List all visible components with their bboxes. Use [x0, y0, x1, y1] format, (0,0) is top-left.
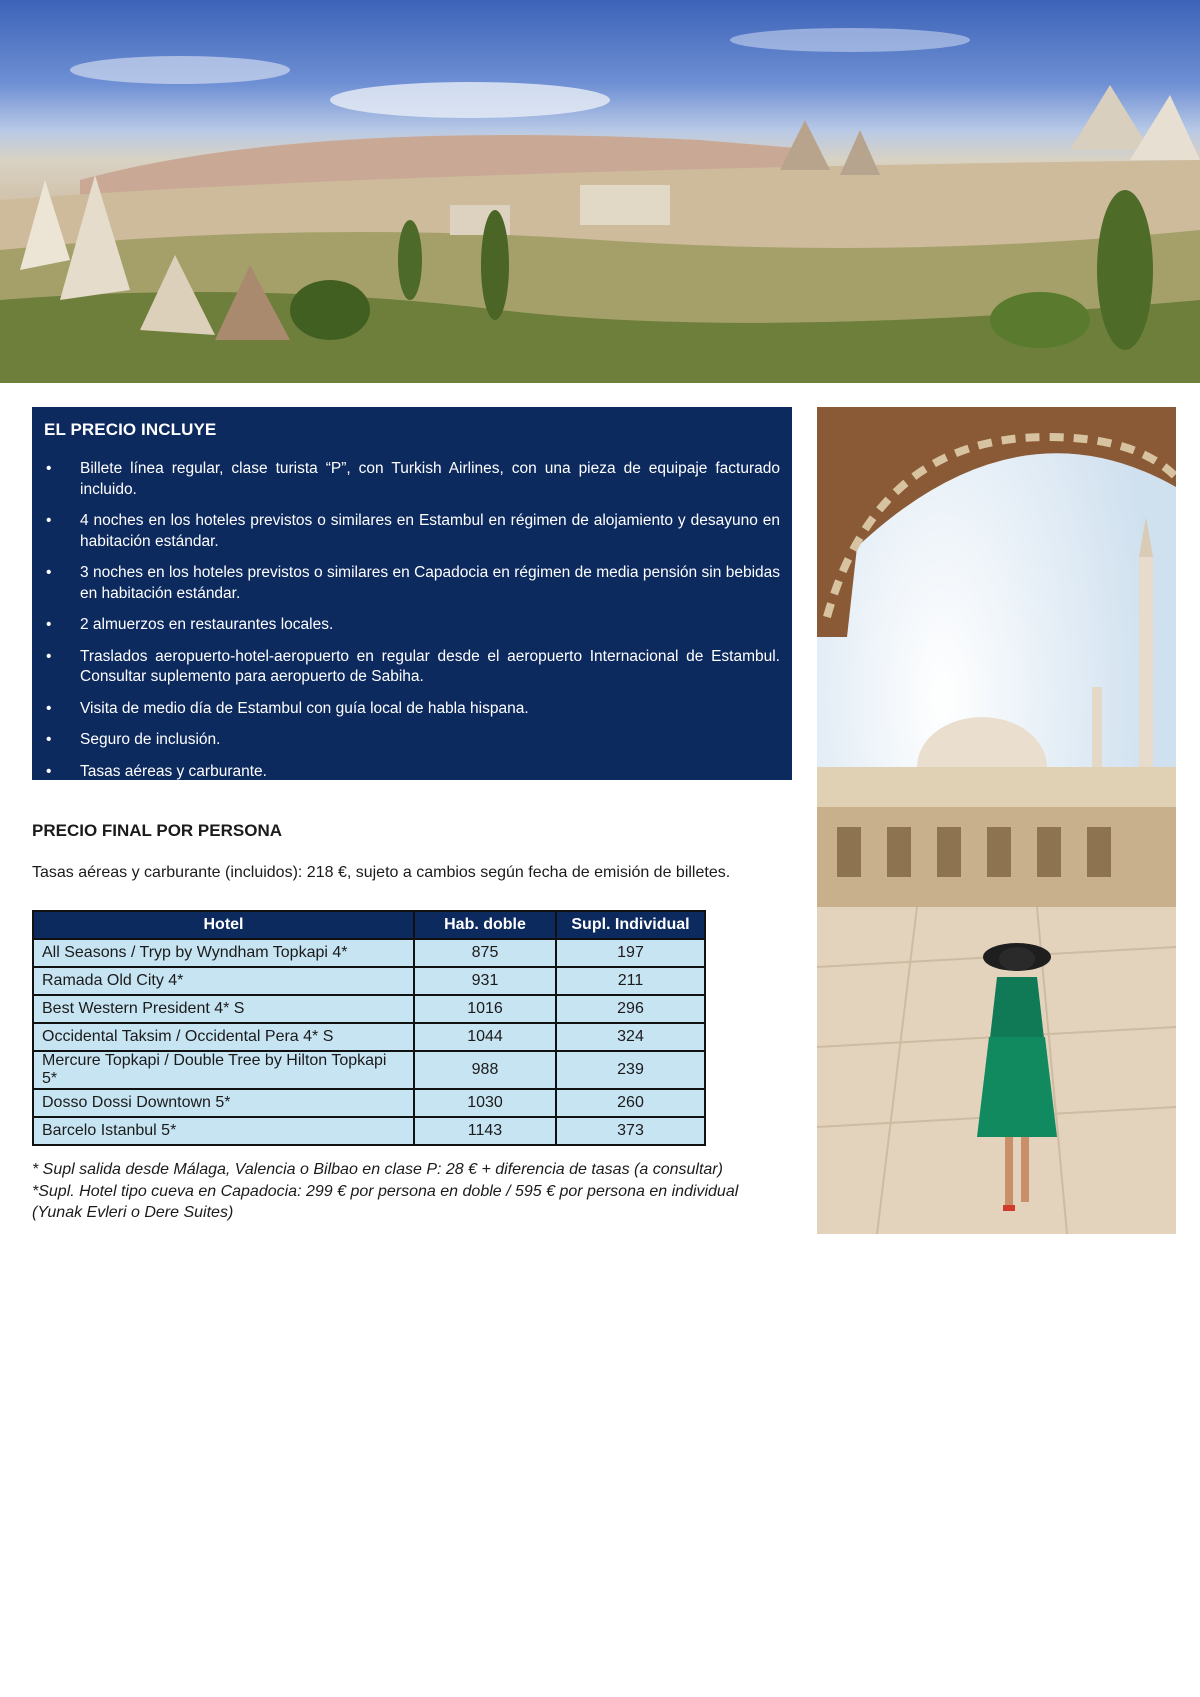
hotel-name-cell: All Seasons / Tryp by Wyndham Topkapi 4* [33, 939, 414, 967]
list-item [44, 762, 780, 783]
table-row [33, 1023, 705, 1051]
double-price-cell: 1030 [414, 1089, 556, 1117]
cappadocia-landscape [0, 0, 1200, 383]
header-double: Hab. doble [414, 911, 556, 939]
hotel-name-cell: Occidental Taksim / Occidental Pera 4* S [33, 1023, 414, 1051]
list-item-text: Tasas aéreas y carburante. [80, 762, 267, 780]
table-row [33, 1117, 705, 1145]
table-row [33, 1089, 705, 1117]
table-header-row [33, 911, 705, 939]
single-supplement-cell: 324 [556, 1023, 705, 1051]
hotel-name-cell: Dosso Dossi Downtown 5* [33, 1089, 414, 1117]
double-price-cell: 988 [414, 1051, 556, 1089]
hero-cappadocia-image [0, 0, 1200, 383]
hotel-name-cell: Best Western President 4* S [33, 995, 414, 1023]
footnote: *Supl. Hotel tipo cueva en Capadocia: 299 € por persona en doble / 595 € por persona en individual (Yunak Evleri o Dere Suites) [32, 1182, 739, 1221]
list-item [44, 459, 780, 500]
bullet-icon: • [46, 512, 52, 529]
double-price-cell: 931 [414, 967, 556, 995]
price-includes-box [32, 407, 792, 780]
bullet-icon: • [46, 564, 52, 581]
single-supplement-cell: 260 [556, 1089, 705, 1117]
list-item [44, 647, 780, 688]
list-item [44, 615, 780, 636]
price-table [32, 910, 706, 1146]
single-supplement-cell: 373 [556, 1117, 705, 1145]
header-single: Supl. Individual [556, 911, 705, 939]
double-price-cell: 1016 [414, 995, 556, 1023]
table-row [33, 939, 705, 967]
header-hotel: Hotel [33, 911, 414, 939]
hotel-name-cell: Ramada Old City 4* [33, 967, 414, 995]
footnotes [32, 1159, 792, 1224]
single-supplement-cell: 239 [556, 1051, 705, 1089]
includes-title: EL PRECIO INCLUYE [44, 420, 217, 439]
table-row [33, 1051, 705, 1089]
list-item [44, 730, 780, 751]
table-row [33, 967, 705, 995]
list-item-text: 3 noches en los hoteles previstos o similares en Capadocia en régimen de media pensión sin bebidas en habitación estándar. [80, 564, 780, 602]
list-item [44, 563, 780, 604]
hotel-name-cell: Barcelo Istanbul 5* [33, 1117, 414, 1145]
mosque-woman-photo [817, 407, 1176, 1234]
bullet-icon: • [46, 762, 52, 780]
taxes-note: Tasas aéreas y carburante (incluidos): 218 €, sujeto a cambios según fecha de emisión de billetes. [32, 864, 731, 881]
list-item-text: Traslados aeropuerto-hotel-aeropuerto en regular desde el aeropuerto Internacional de Estambul. Consultar suplemento para aeropuerto de Sabiha. [80, 647, 780, 685]
footnote: * Supl salida desde Málaga, Valencia o Bilbao en clase P: 28 € + diferencia de tasas (a consultar) [32, 1161, 723, 1178]
list-item-text: Billete línea regular, clase turista “P”, con Turkish Airlines, con una pieza de equipaje facturado incluido. [80, 460, 780, 498]
includes-list [44, 459, 780, 782]
bullet-icon: • [46, 460, 52, 477]
double-price-cell: 875 [414, 939, 556, 967]
blue-mosque-image [817, 407, 1176, 1234]
bullet-icon: • [46, 616, 52, 633]
bullet-icon: • [46, 647, 52, 665]
list-item-text: 4 noches en los hoteles previstos o similares en Estambul en régimen de alojamiento y desayuno en habitación estándar. [80, 512, 780, 550]
hotel-name-cell: Mercure Topkapi / Double Tree by Hilton Topkapi 5* [33, 1051, 414, 1089]
list-item-text: 2 almuerzos en restaurantes locales. [80, 616, 334, 633]
single-supplement-cell: 197 [556, 939, 705, 967]
list-item-text: Visita de medio día de Estambul con guía local de habla hispana. [80, 699, 529, 717]
bullet-icon: • [46, 731, 52, 748]
list-item [44, 699, 780, 720]
single-supplement-cell: 211 [556, 967, 705, 995]
list-item-text: Seguro de inclusión. [80, 731, 221, 748]
double-price-cell: 1143 [414, 1117, 556, 1145]
single-supplement-cell: 296 [556, 995, 705, 1023]
list-item [44, 511, 780, 552]
final-price-title: PRECIO FINAL POR PERSONA [32, 821, 282, 840]
bullet-icon: • [46, 699, 52, 717]
double-price-cell: 1044 [414, 1023, 556, 1051]
table-row [33, 995, 705, 1023]
